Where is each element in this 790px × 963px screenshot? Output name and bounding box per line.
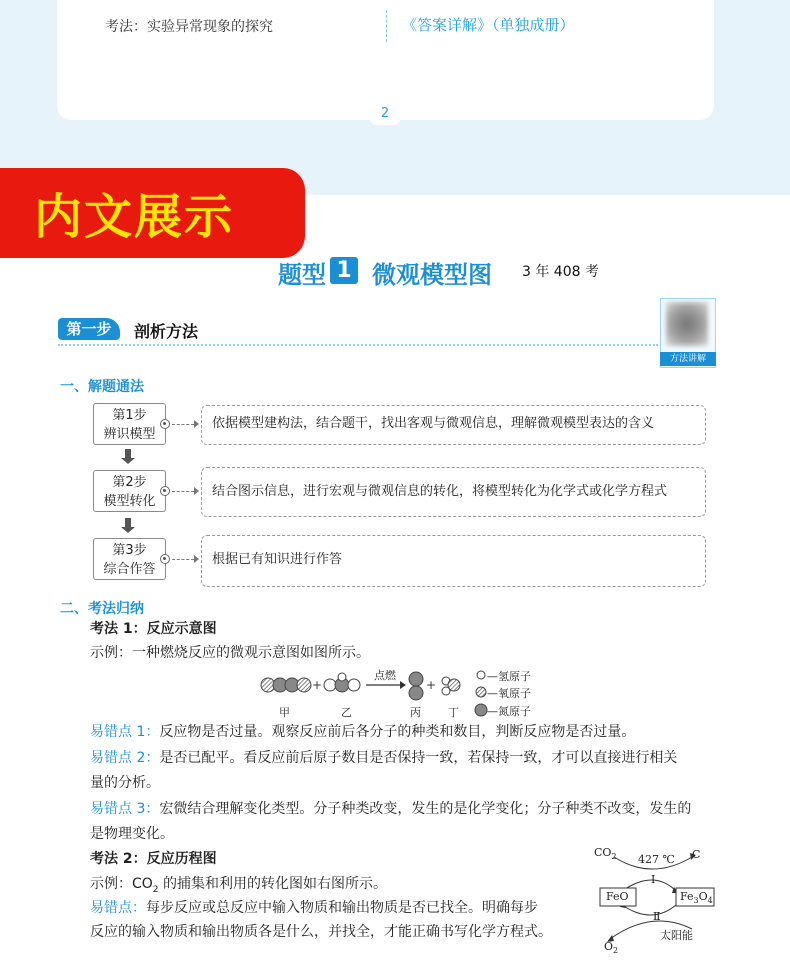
step2-arrow-icon <box>194 487 199 495</box>
heading-stat: 3 年 408 考 <box>522 264 599 280</box>
step-divider <box>58 344 658 346</box>
error-point-label: 易错点 1： <box>90 724 160 740</box>
svg-text:+: + <box>312 678 323 692</box>
step1-node-icon <box>160 419 170 429</box>
error-point-3 <box>90 797 720 821</box>
step1-sub: 辨识模型 <box>103 427 156 442</box>
cycle-co2-text: CO <box>594 846 612 859</box>
kaofa2-error-point <box>90 896 590 920</box>
cycle-co2-sub: 2 <box>611 852 617 862</box>
kaofa2-error-point-cont: 反应的输入物质和输出物质各是什么，并找全，才能正确书写化学方程式。 <box>90 924 552 940</box>
step-pill: 第一步 <box>58 318 120 340</box>
top-divider <box>386 10 387 42</box>
label-yi: 乙 <box>341 706 352 719</box>
error-point-label: 易错点 3： <box>90 801 160 817</box>
step3-sub: 综合作答 <box>103 562 156 577</box>
step1-name: 第1步 <box>112 408 147 423</box>
molecule-ding <box>442 677 460 695</box>
step-label: 剖析方法 <box>134 322 199 341</box>
error-point-3-cont: 是物理变化。 <box>90 826 174 842</box>
error-point-text: 反应物是否过量。观察反应前后各分子的种类和数目，判断反应物是否过量。 <box>159 724 636 740</box>
step1-desc: 依据模型建构法，结合题干，找出客观与微观信息，理解微观模型表达的含义 <box>201 405 706 445</box>
step3-node-icon <box>160 554 170 564</box>
qr-code-label: 方法讲解 <box>660 352 716 366</box>
error-point-2-cont: 量的分析。 <box>90 775 160 791</box>
step3-box <box>93 538 166 580</box>
error-point-label: 易错点： <box>90 900 146 916</box>
example-text: 的捕集和利用的转化图如右图所示。 <box>158 876 387 892</box>
heading-prefix: 题型 <box>278 260 326 289</box>
kaofa2-title: 考法 2：反应历程图 <box>90 851 217 867</box>
cycle-o2-text: O <box>604 940 614 953</box>
error-point-text: 宏微结合理解变化类型。分子种类改变，发生的是化学变化；分子种类不改变，发生的 <box>159 801 692 817</box>
cycle-o2 <box>604 940 618 955</box>
step2-node-icon <box>160 486 170 496</box>
error-point-text: 每步反应或总反应中输入物质和输出物质是否已找全。明确每步 <box>146 900 538 916</box>
cycle-roman-1: Ⅰ <box>651 873 656 886</box>
step2-name: 第2步 <box>112 475 147 490</box>
fe3o4-sub: 3 <box>693 896 699 906</box>
heading-number-badge: 1 <box>330 257 358 284</box>
label-ding: 丁 <box>448 706 459 719</box>
top-right-text: 《答案详解》（单独成册） <box>402 16 575 34</box>
svg-text:+: + <box>426 678 437 692</box>
molecule-bing <box>409 672 423 700</box>
step3-connector <box>172 559 194 560</box>
step3-name: 第3步 <box>112 543 147 558</box>
step2-sub: 模型转化 <box>103 494 156 509</box>
down-arrow-icon <box>125 449 131 458</box>
cycle-feo: FeO <box>606 890 629 903</box>
down-arrow-icon <box>125 518 131 527</box>
kaofa1-title: 考法 1：反应示意图 <box>90 621 217 637</box>
banner-title: 内文展示 <box>34 189 235 245</box>
fe3o4-text: Fe <box>680 890 694 903</box>
molecule-yi <box>324 673 360 692</box>
example-text: 示例：CO <box>90 876 153 892</box>
fe3o4-text: O <box>698 890 708 903</box>
step1-connector <box>172 424 194 425</box>
cycle-fe3o4 <box>680 890 713 905</box>
cycle-sun: 太阳能 <box>660 929 693 942</box>
molecule-jia <box>261 678 311 692</box>
step2-desc: 结合图示信息，进行宏观与微观信息的转化，将模型转化为化学式或化学方程式 <box>201 467 706 517</box>
page-number: 2 <box>370 103 400 125</box>
example-subscript: 2 <box>152 884 159 895</box>
fe3o4-sub: 4 <box>707 896 713 906</box>
step1-arrow-icon <box>194 420 199 428</box>
error-point-label: 易错点 2： <box>90 750 160 766</box>
legend-oxygen: —氧原子 <box>487 687 531 700</box>
step1-box <box>93 403 166 445</box>
step3-arrow-icon <box>194 555 199 563</box>
label-bing: 丙 <box>410 706 421 719</box>
cycle-o2-sub: 2 <box>613 946 619 956</box>
legend-nitrogen: —氮原子 <box>487 705 531 718</box>
heading-title: 微观模型图 <box>372 260 492 289</box>
section1-title: 一、解题通法 <box>60 379 144 395</box>
cycle-c: C <box>692 848 701 861</box>
legend-hydrogen: —氢原子 <box>487 670 531 683</box>
error-point-1 <box>90 720 720 744</box>
section2-title: 二、考法归纳 <box>60 601 144 617</box>
cycle-co2 <box>594 846 617 861</box>
reaction-condition: 点燃 <box>374 669 396 682</box>
step2-connector <box>172 491 194 492</box>
cycle-temp: 427 ℃ <box>638 853 675 866</box>
kaofa1-example: 示例：一种燃烧反应的微观示意图如图所示。 <box>90 645 370 661</box>
qr-code-image[interactable] <box>666 302 708 346</box>
error-point-2 <box>90 746 720 770</box>
label-jia: 甲 <box>279 706 290 719</box>
step2-box <box>93 470 166 512</box>
top-left-text: 考法：实验异常现象的探究 <box>105 19 273 35</box>
cycle-roman-2: Ⅱ <box>653 910 661 923</box>
error-point-text: 是否已配平。看反应前后原子数目是否保持一致，若保持一致，才可以直接进行相关 <box>159 750 678 766</box>
step3-desc: 根据已有知识进行作答 <box>201 535 706 587</box>
